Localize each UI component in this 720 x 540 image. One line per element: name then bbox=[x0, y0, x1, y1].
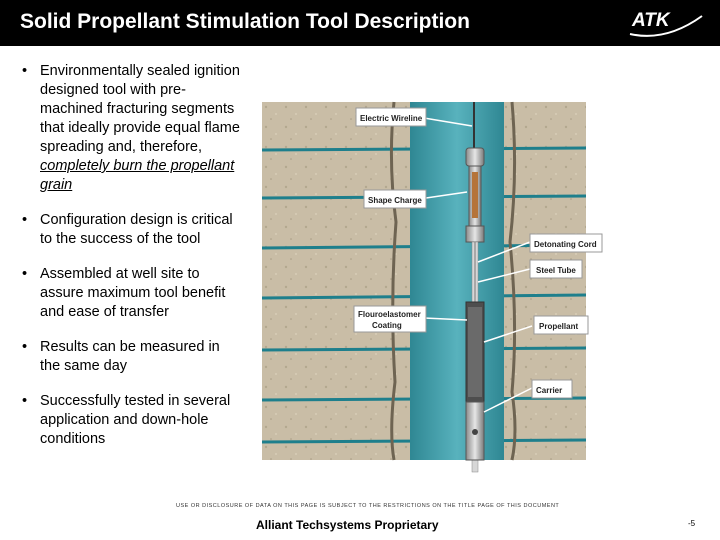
bullet-dot-icon: • bbox=[22, 339, 28, 355]
bullet-item bbox=[22, 265, 242, 322]
header-bar bbox=[0, 0, 720, 46]
bullet-text: Results can be measured in the same day bbox=[40, 339, 220, 374]
label-fluoroelastomer: Flouroelastomer bbox=[358, 310, 421, 319]
borehole bbox=[410, 102, 504, 460]
bullet-text: Assembled at well site to assure maximum tool benefit and ease of transfer bbox=[40, 266, 226, 320]
wellbore-illustration bbox=[262, 102, 597, 460]
tool-coupling bbox=[466, 226, 484, 242]
logo-text: ATK bbox=[632, 10, 670, 31]
bullet-dot-icon: • bbox=[22, 266, 28, 282]
page-number: -5 bbox=[688, 519, 696, 528]
bullet-text: Successfully tested in several application and down-hole conditions bbox=[40, 393, 231, 447]
bullet-dot-icon: • bbox=[22, 393, 28, 409]
atk-logo bbox=[626, 8, 706, 40]
bullet-dot-icon: • bbox=[22, 63, 28, 79]
label-propellant: Propellant bbox=[539, 322, 579, 331]
label-shape-charge: Shape Charge bbox=[368, 196, 422, 205]
label-steel-tube: Steel Tube bbox=[536, 266, 576, 275]
bullet-dot-icon: • bbox=[22, 212, 28, 228]
bullet-text: Environmentally sealed ignition designed tool with pre-machined fracturing segments that ideally provide equal flame spreading and, therefore, bbox=[40, 63, 240, 155]
label-detonating-cord: Detonating Cord bbox=[534, 240, 597, 249]
proprietary-label: Alliant Techsystems Proprietary bbox=[256, 518, 439, 532]
bullet-emphasis: completely burn the propellant grain bbox=[40, 158, 235, 193]
restriction-note: USE OR DISCLOSURE OF DATA ON THIS PAGE IS SUBJECT TO THE RESTRICTIONS ON THE TITLE PAGE OF THIS DOCUMENT bbox=[176, 503, 560, 509]
bullet-item bbox=[22, 392, 242, 449]
bullet-item bbox=[22, 62, 242, 195]
bullet-item bbox=[22, 211, 242, 249]
carrier-port bbox=[472, 429, 478, 435]
bullet-item bbox=[22, 338, 242, 376]
bullet-list bbox=[22, 62, 242, 465]
shape-charge-core bbox=[472, 172, 478, 218]
propellant-grain bbox=[468, 307, 482, 397]
bullet-text: Configuration design is critical to the success of the tool bbox=[40, 212, 233, 247]
tool-diagram bbox=[262, 102, 597, 460]
label-coating: Coating bbox=[372, 321, 402, 330]
label-carrier: Carrier bbox=[536, 386, 563, 395]
page-title: Solid Propellant Stimulation Tool Description bbox=[20, 10, 470, 33]
tool-head bbox=[466, 148, 484, 166]
label-electric-wireline: Electric Wireline bbox=[360, 114, 423, 123]
